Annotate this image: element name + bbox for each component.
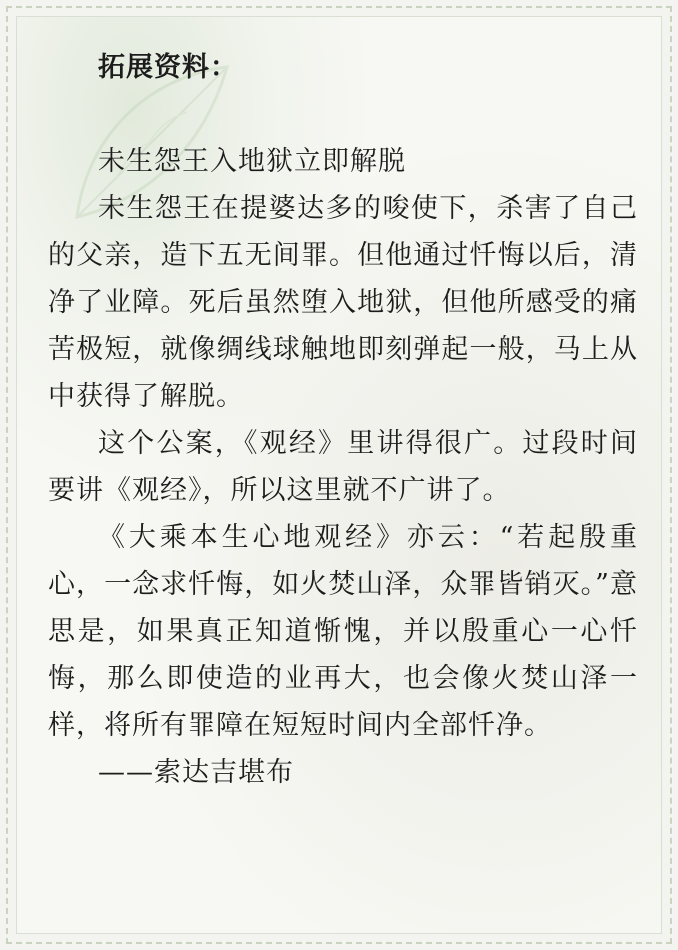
paragraph-2: 这个公案，《观经》里讲得很广。过段时间要讲《观经》，所以这里就不广讲了。 (48, 428, 638, 506)
paragraph-1: 未生怨王在提婆达多的唆使下，杀害了自己的父亲，造下五无间罪。但他通过忏悔以后，清净了业障。死后虽然堕入地狱，但他所感受的痛苦极短，就像绸线球触地即刻弹起一般，马上从中获得了解脱。 (48, 193, 638, 412)
article-title: 未生怨王入地狱立即解脱 (98, 146, 406, 177)
spacer (48, 91, 638, 138)
section-heading: 拓展资料： (98, 52, 238, 83)
paragraph-3: 《大乘本生心地观经》亦云：“若起殷重心，一念求忏悔，如火焚山泽，众罪皆销灭。”意思是，如果真正知道惭愧，并以殷重心一心忏悔，那么即使造的业再大，也会像火焚山泽一样，将所有罪障在短短时间内全部忏净。 (48, 522, 638, 741)
document-body (48, 44, 638, 796)
signature: ——索达吉堪布 (98, 757, 294, 788)
